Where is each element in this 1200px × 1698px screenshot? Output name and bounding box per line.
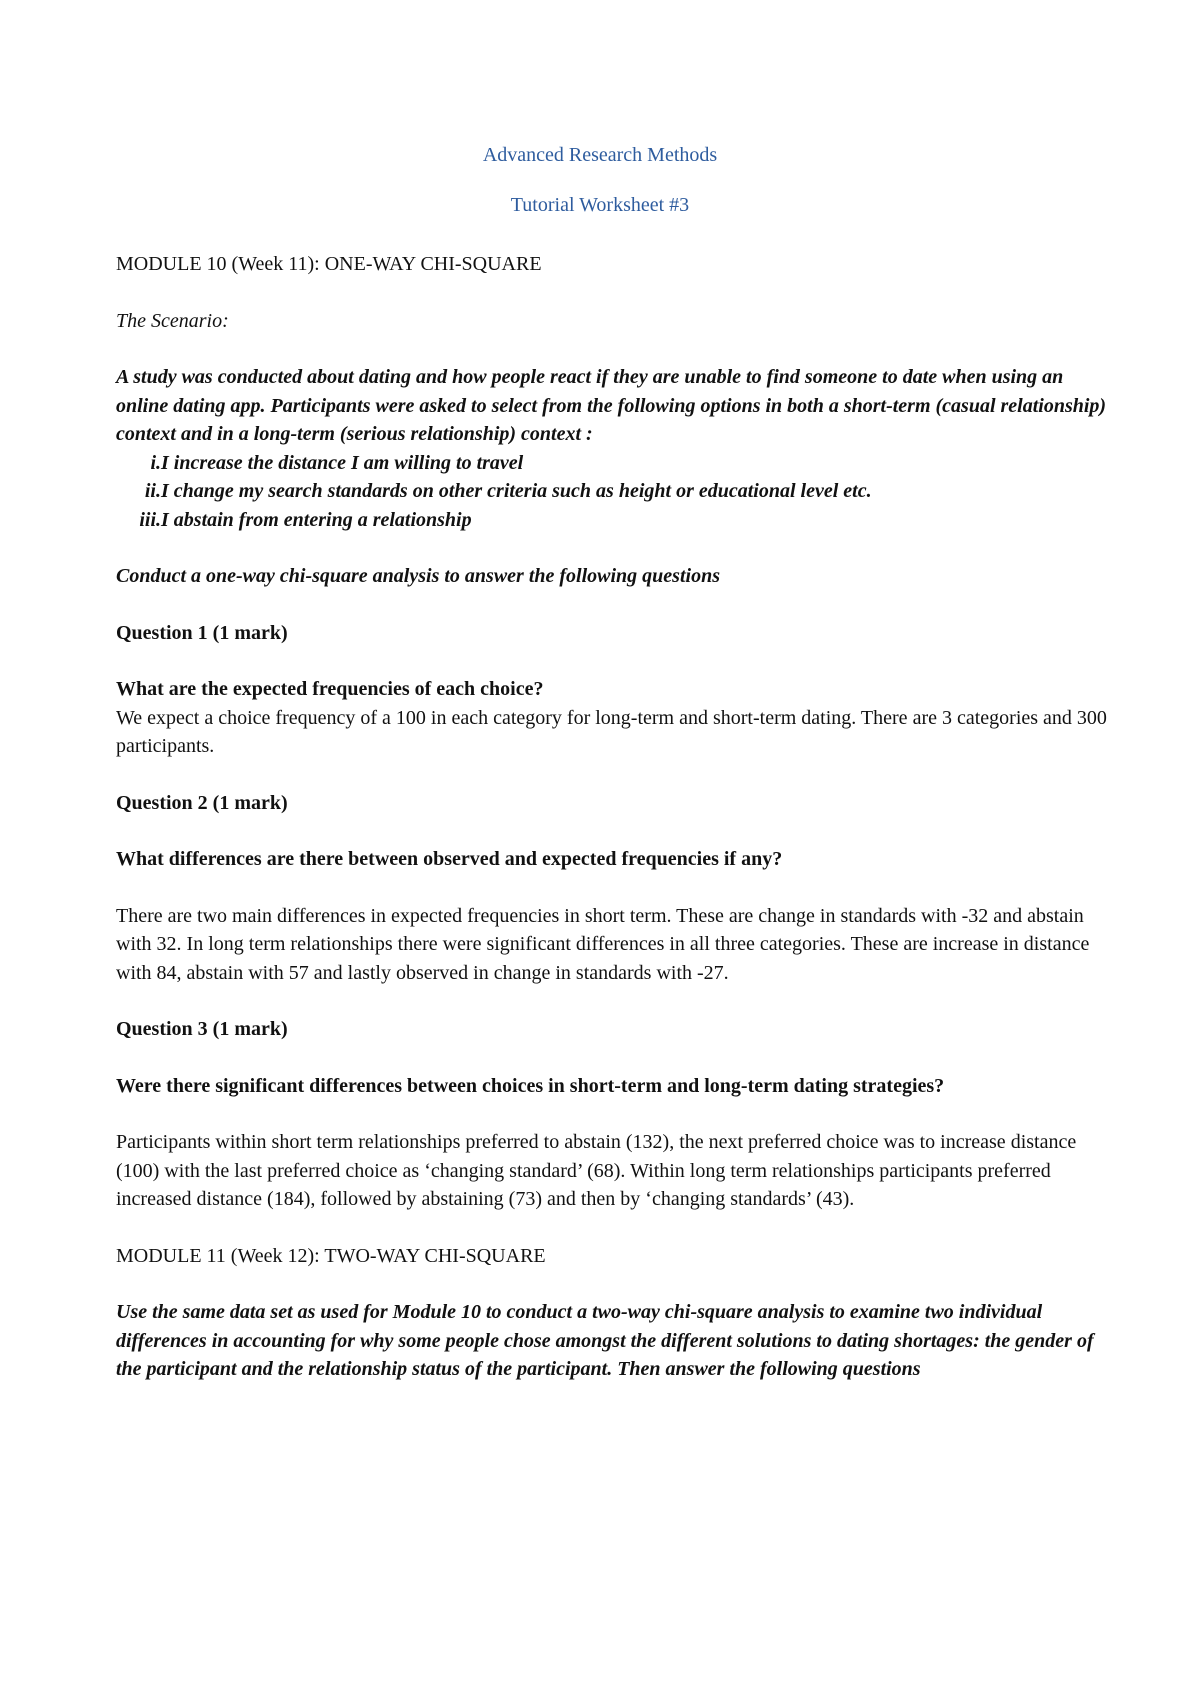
option-number: ii. [144,480,161,502]
module10-heading: MODULE 10 (Week 11): ONE-WAY CHI-SQUARE [116,253,542,275]
option-item [116,449,1116,478]
option-text: I abstain from entering a relationship [161,508,472,531]
option-item [116,506,1116,535]
question-2-answer: There are two main differences in expected frequencies in short term. These are change in standards with -32 and abstain with 32. In long term relationships there were significant differences in all three categories. These are increase in distance with 84, abstain with 57 and lastly observed in change in standards with -27. [116,904,1090,984]
module11-instruction: Use the same data set as used for Module 10 to conduct a two-way chi-square analysis to examine two individual differences in accounting for why some people chose amongst the different solutions to dating shortages: the gender of the participant and the relationship status of the participant. Then answer the following questions [116,1301,1094,1380]
document-header [0,138,1200,238]
document-body [116,250,1116,1412]
scenario-label: The Scenario: [116,309,229,332]
module11-heading: MODULE 11 (Week 12): TWO-WAY CHI-SQUARE [116,1244,546,1267]
question-3-label: Question 3 (1 mark) [116,1018,288,1040]
scenario-text: A study was conducted about dating and how people react if they are unable to find someone to date when using an online dating app. Participants were asked to select from the following options in both a short-term (casual relationship) context and in a long-term (serious relationship) context : [116,366,1107,445]
course-title: Advanced Research Methods [482,144,718,166]
question-2-label: Question 2 (1 mark) [116,791,288,814]
question-1-block [116,675,1116,761]
option-text: I increase the distance I am willing to travel [161,451,524,474]
option-text: I change my search standards on other criteria such as height or educational level etc. [161,480,872,502]
module10-instruction: Conduct a one-way chi-square analysis to answer the following questions [116,565,720,587]
question-1-text: What are the expected frequencies of each choice? [116,678,544,700]
option-number: iii. [139,508,161,531]
options-list [116,449,1116,535]
question-2-text: What differences are there between observed and expected frequencies if any? [116,848,783,870]
question-1-label: Question 1 (1 mark) [116,621,288,644]
question-1-answer: We expect a choice frequency of a 100 in each category for long-term and short-term dating. There are 3 categories and 300 participants. [116,706,1107,757]
option-number: i. [150,451,161,474]
option-item [116,477,1116,506]
question-3-answer: Participants within short term relationships preferred to abstain (132), the next preferred choice was to increase distance (100) with the last preferred choice as ‘changing standard’ (68). Within long term relationships participants preferred increased distance (184), followed by abstaining (73) and then by ‘changing standards’ (43). [116,1131,1077,1210]
worksheet-title: Tutorial Worksheet #3 [510,194,690,216]
question-3-text: Were there significant differences between choices in short-term and long-term dating strategies? [116,1074,945,1097]
